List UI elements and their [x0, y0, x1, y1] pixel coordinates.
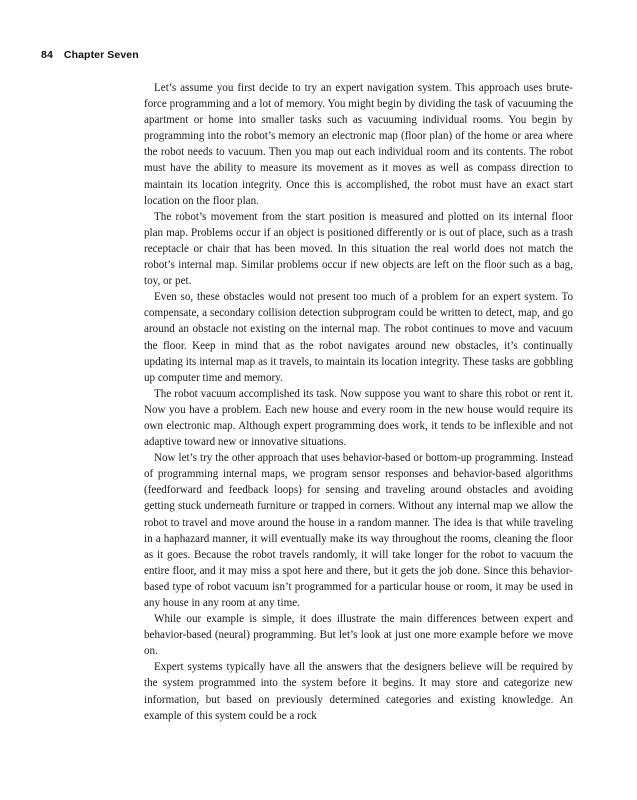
paragraph: Now let’s try the other approach that uses behavior-based or bottom-up programming. Instead of programming internal maps, we program sensor responses and behavior-based algorithms (feedforward and feedback loops) for sensing and traveling around obstacles and avoiding getting stuck underneath furniture or trapped in corners. Without any internal map we allow the robot to travel and move around the house in a random manner. The idea is that while traveling in a haphazard manner, it will eventually make its way throughout the rooms, cleaning the floor as it goes. Because the robot travels randomly, it will take longer for the robot to vacuum the entire floor, and it may miss a spot here and there, but it gets the job done. Since this behavior-based type of robot vacuum isn’t programmed for a particular house or room, it may be used in any house in any room at any time. — [144, 452, 573, 609]
paragraph: Even so, these obstacles would not present too much of a problem for an expert system. To compensate, a secondary collision detection subprogram could be written to detect, map, and go around an obstacle not existing on the internal map. The robot continues to move and vacuum the floor. Keep in mind that as the robot navigates around new obstacles, it’s continually updating its internal map as it travels, to maintain its location integrity. These tasks are gobbling up computer time and memory. — [144, 291, 573, 384]
paragraph: Let’s assume you first decide to try an expert navigation system. This approach uses brute-force programming and a lot of memory. You might begin by dividing the task of vacuuming the apartment or home into smaller tasks such as vacuuming individual rooms. You begin by programming into the robot’s memory an electronic map (floor plan) of the home or area where the robot needs to vacuum. Then you map out each individual room and its contents. The robot must have the ability to measure its movement as it moves as well as compass direction to maintain its location integrity. Once this is accomplished, the robot must have an exact start location on the floor plan. — [144, 82, 573, 207]
paragraph: The robot’s movement from the start position is measured and plotted on its internal floor plan map. Problems occur if an object is positioned differently or is out of place, such as a trash receptacle or chair that has been moved. In this situation the real world does not match the robot’s internal map. Similar problems occur if new objects are left on the floor such as a bag, toy, or pet. — [144, 210, 573, 288]
page-number: 84 — [41, 49, 53, 61]
paragraph: Expert systems typically have all the answers that the designers believe will be required by the system programmed into the system before it begins. It may store and categorize new information, but based on previously determined categories and existing knowledge. An example of this system could be a rock — [144, 661, 573, 722]
paragraph: The robot vacuum accomplished its task. Now suppose you want to share this robot or rent it. Now you have a problem. Each new house and every room in the new house would require its own electronic map. Although expert programming does work, it tends to be inflexible and not adaptive toward new or innovative situations. — [144, 387, 573, 449]
running-head — [41, 49, 139, 61]
chapter-title: Chapter Seven — [63, 49, 139, 61]
body-text — [144, 80, 573, 724]
paragraph: While our example is simple, it does illustrate the main differences between expert and behavior-based (neural) programming. But let’s look at just one more example before we move on. — [144, 613, 573, 658]
